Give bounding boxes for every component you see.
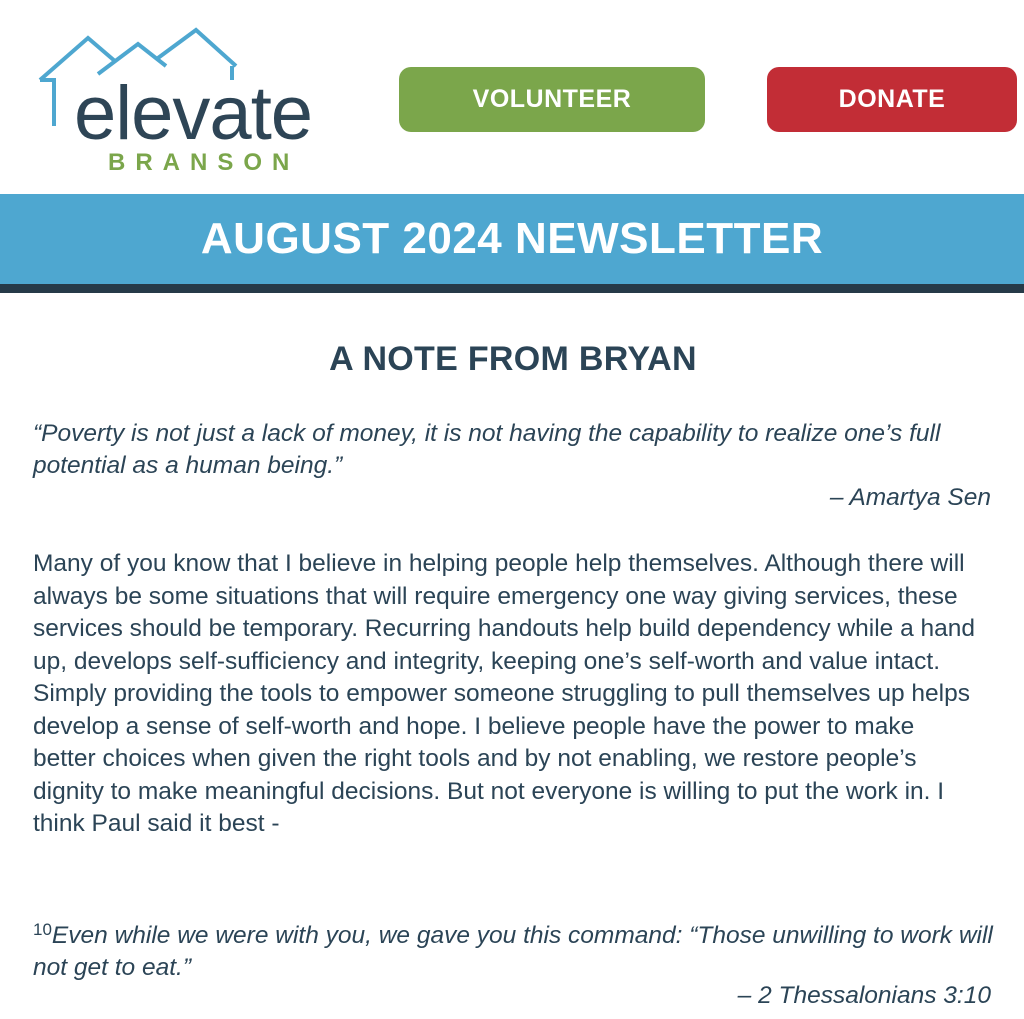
scripture-verse bbox=[33, 914, 993, 984]
opening-quote: “Poverty is not just a lack of money, it is not having the capability to realize one’s full potential as a human being.” bbox=[33, 420, 941, 479]
quote-attribution: – Amartya Sen bbox=[829, 484, 991, 511]
logo-subtitle: BRANSON bbox=[108, 149, 300, 176]
note-section bbox=[33, 330, 993, 379]
newsletter-header bbox=[0, 0, 1024, 194]
banner-title: AUGUST 2024 NEWSLETTER bbox=[200, 214, 824, 263]
verse-text: Even while we were with you, we gave you this command: “Those unwilling to work will not get to eat.” bbox=[33, 922, 993, 981]
volunteer-button[interactable]: VOLUNTEER bbox=[399, 67, 705, 132]
donate-button[interactable]: DONATE bbox=[767, 67, 1017, 132]
logo-wordmark: elevate bbox=[74, 71, 313, 156]
note-title: A NOTE FROM BRYAN bbox=[329, 340, 697, 378]
verse-number: 10 bbox=[33, 920, 52, 939]
verse-attribution: – 2 Thessalonians 3:10 bbox=[737, 982, 991, 1009]
newsletter-banner bbox=[0, 194, 1024, 284]
note-body: Many of you know that I believe in helping people help themselves. Although there will always be some situations that will require emergency one way giving services, these services should be temporary. Recurring handouts help build dependency while a hand up, develops self-sufficiency and integrity, keeping one’s self-worth and value intact. Simply providing the tools to empower someone struggling to pull themselves up helps develop a sense of self-worth and hope. I believe people have the power to make better choices when given the right tools and by not enabling, we restore people’s dignity to make meaningful decisions. But not everyone is willing to put the work in. I think Paul said it best - bbox=[33, 550, 976, 837]
elevate-branson-logo[interactable] bbox=[36, 26, 336, 176]
banner-divider bbox=[0, 284, 1024, 293]
